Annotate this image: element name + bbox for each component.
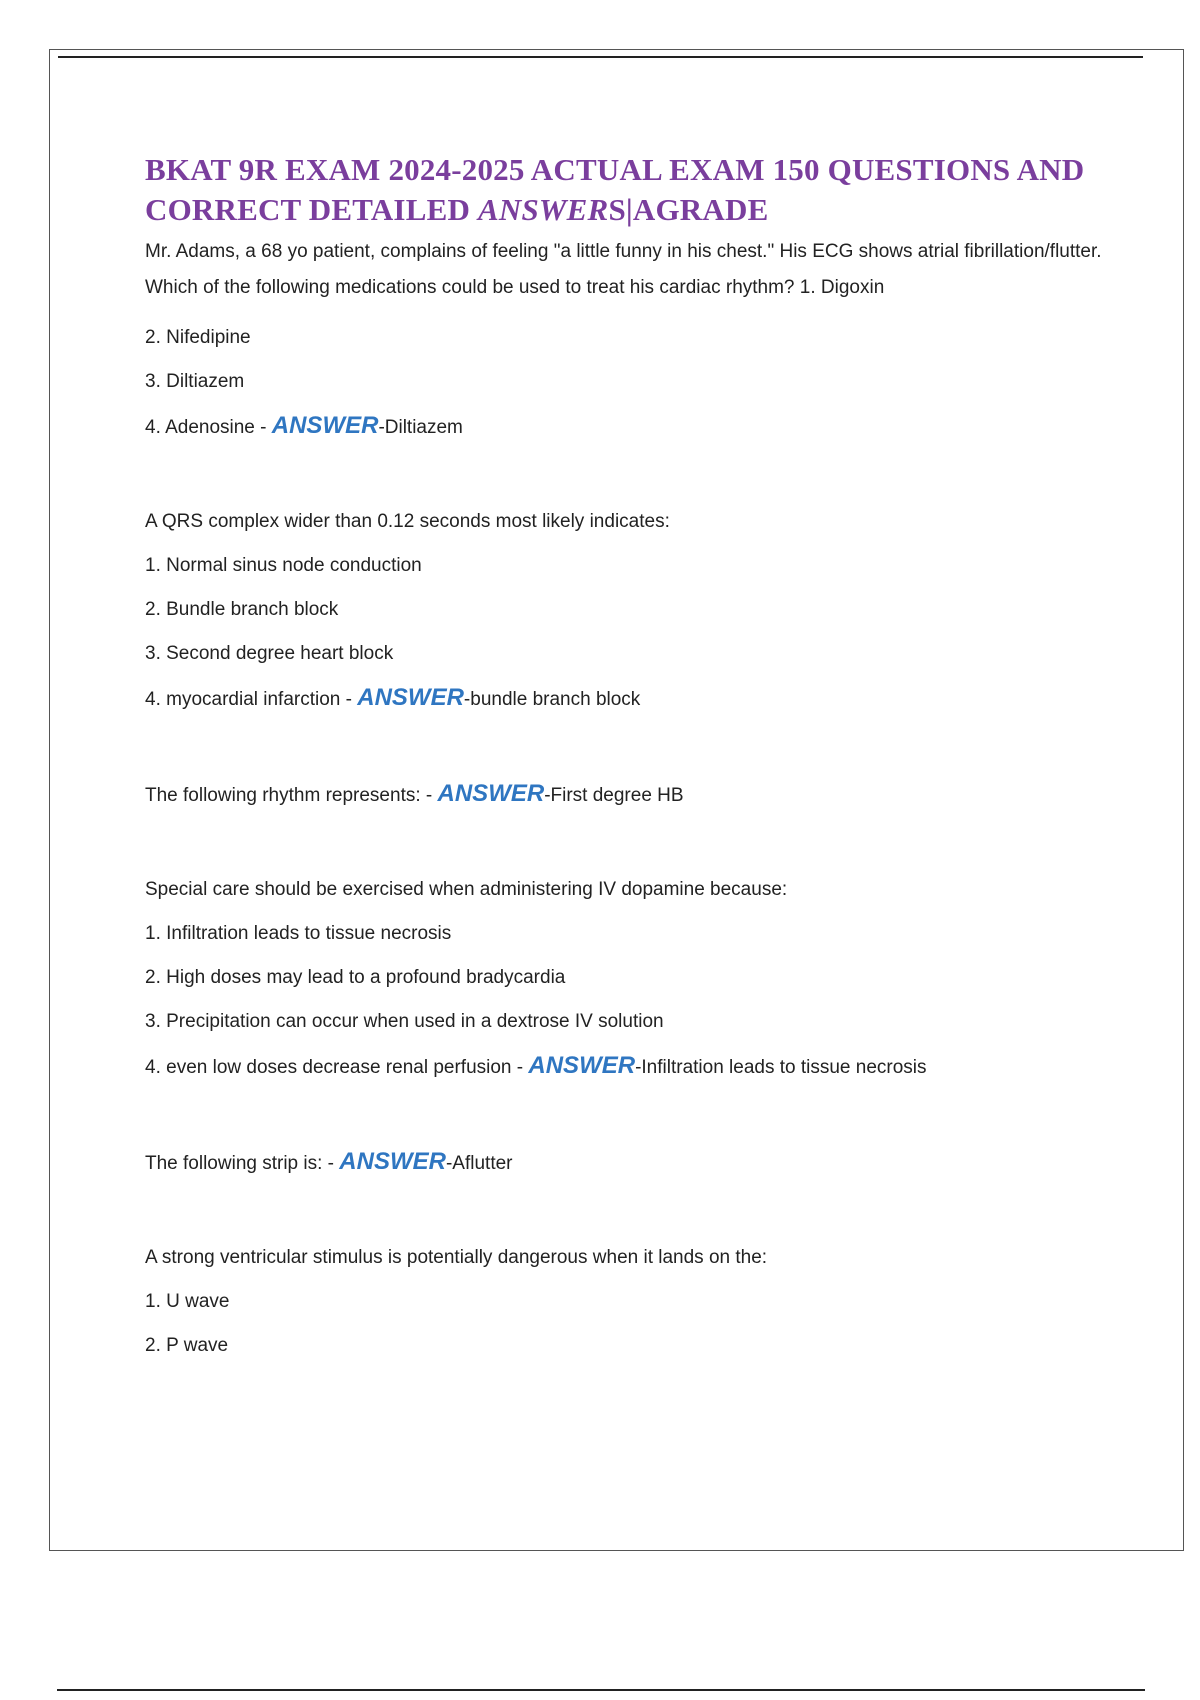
answer-label: ANSWER: [437, 780, 545, 807]
option: 3. Second degree heart block: [145, 643, 394, 664]
question-text: Mr. Adams, a 68 yo patient, complains of feeling "a little funny in his chest." His ECG shows atrial fibrillation/flutter. Which of the following medications could be used to treat his cardiac rhythm? 1. Digoxin: [145, 241, 1102, 298]
question-text: The following strip is: -: [145, 1153, 340, 1174]
option: 1. Normal sinus node conduction: [145, 555, 422, 576]
option: 4. myocardial infarction -: [145, 689, 358, 710]
page-frame: [49, 49, 1184, 1551]
answer-line: [145, 782, 1105, 808]
answer-text: -Infiltration leads to tissue necrosis: [635, 1057, 927, 1078]
document-content: [145, 150, 1105, 1358]
answer-label: ANSWER: [528, 1052, 636, 1079]
bottom-rule: [57, 1689, 1145, 1691]
option: 3. Diltiazem: [145, 371, 245, 392]
question-block-1: [145, 234, 1105, 440]
answer-text: -Diltiazem: [378, 417, 463, 438]
question-block-4: [145, 878, 1105, 1080]
answer-text: -Aflutter: [445, 1153, 513, 1174]
option: 1. U wave: [145, 1291, 230, 1312]
answer-label: ANSWER: [271, 412, 379, 439]
answer-text: -First degree HB: [544, 785, 684, 806]
option: 2. Bundle branch block: [145, 599, 339, 620]
question-text: A QRS complex wider than 0.12 seconds most likely indicates:: [145, 511, 670, 532]
option: 2. Nifedipine: [145, 327, 251, 348]
answer-label: ANSWER: [339, 1148, 446, 1175]
answer-line: [145, 686, 1105, 712]
title-part-2: S|AGRADE: [608, 192, 769, 227]
option: 2. High doses may lead to a profound bradycardia: [145, 967, 566, 988]
top-rule: [58, 56, 1143, 58]
question-block-3: [145, 782, 1105, 808]
option: 4. even low doses decrease renal perfusion -: [145, 1057, 529, 1078]
answer-line: [145, 1054, 1105, 1080]
option: 1. Infiltration leads to tissue necrosis: [145, 923, 452, 944]
question-text: The following rhythm represents: -: [145, 785, 438, 806]
question-block-2: [145, 510, 1105, 712]
answer-label: ANSWER: [357, 684, 464, 711]
option: 2. P wave: [145, 1335, 229, 1356]
question-text: A strong ventricular stimulus is potentially dangerous when it lands on the:: [145, 1247, 768, 1268]
option: 4. Adenosine -: [145, 417, 272, 438]
question-block-6: [145, 1246, 1105, 1358]
question-block-5: [145, 1150, 1105, 1176]
option: 3. Precipitation can occur when used in a dextrose IV solution: [145, 1011, 664, 1032]
answer-line: [145, 414, 1105, 440]
document-title: [145, 150, 1105, 230]
title-part-1: BKAT 9R EXAM 2024-2025 ACTUAL EXAM 150 QUESTIONS AND CORRECT DETAILED: [145, 152, 1085, 227]
answer-text: -bundle branch block: [463, 689, 641, 710]
question-text: Special care should be exercised when administering IV dopamine because:: [145, 879, 788, 900]
title-italic: ANSWER: [478, 192, 609, 227]
answer-line: [145, 1150, 1105, 1176]
